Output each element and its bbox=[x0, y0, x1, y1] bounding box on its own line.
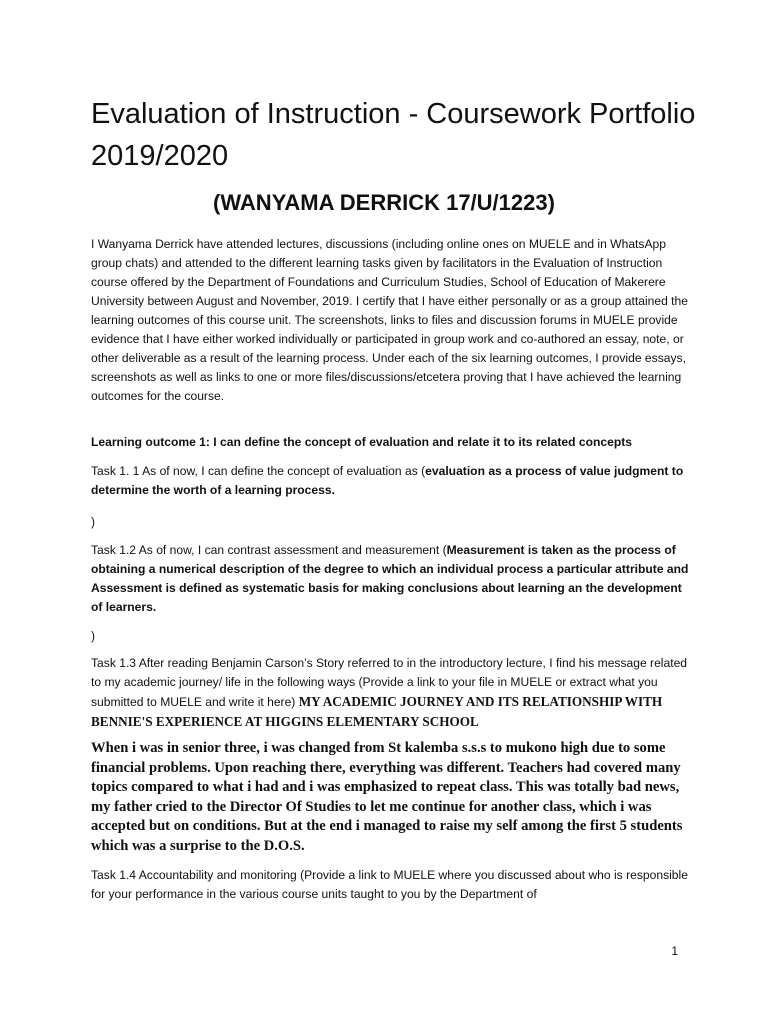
learning-outcome-1-heading: Learning outcome 1: I can define the concept of evaluation and relate it to its related concepts bbox=[91, 435, 632, 449]
task-1-2-paragraph bbox=[91, 541, 691, 617]
task-1-3-paragraph bbox=[91, 654, 691, 732]
page-number: 1 bbox=[671, 944, 678, 958]
task-1-1-paragraph bbox=[91, 462, 691, 500]
task-1-2-close: ) bbox=[91, 629, 96, 643]
task-1-3-story: When i was in senior three, i was changed from St kalemba s.s.s to mukono high due to some financial problems. Upon reaching there, everything was different. Teachers had covered many topics compared to what i had and i was emphasized to repeat class. This was totally bad news, my father cried to the Director Of Studies to let me continue for another class, which i was accepted but on conditions. But at the end i managed to raise my self among the first 5 students which was a surprise to the D.O.S. bbox=[91, 740, 683, 854]
task-1-1-answer: evaluation as a process of value judgment to determine the worth of a learning process. bbox=[91, 464, 684, 497]
page-title: Evaluation of Instruction - Coursework Portfolio 2019/2020 bbox=[91, 98, 696, 172]
task-1-2-prefix: Task 1.2 As of now, I can contrast assessment and measurement ( bbox=[91, 543, 447, 557]
task-1-3-heading: MY ACADEMIC JOURNEY AND ITS RELATIONSHIP WITH BENNIE'S EXPERIENCE AT HIGGINS ELEMENTARY SCHOOL bbox=[91, 694, 663, 729]
task-1-4-paragraph: Task 1.4 Accountability and monitoring (Provide a link to MUELE where you discussed about who is responsible for your performance in the various course units taught to you by the Department of bbox=[91, 868, 688, 901]
task-1-1-close: ) bbox=[91, 515, 96, 529]
task-1-3-prefix: Task 1.3 After reading Benjamin Carson’s Story referred to in the introductory lecture, I find his message related to my academic journey/ life in the following ways (Provide a link to your file in MUELE or extract what you submitted to MUELE and write it here) bbox=[91, 656, 688, 709]
task-1-1-prefix: Task 1. 1 As of now, I can define the concept of evaluation as ( bbox=[91, 464, 426, 478]
author-subtitle: (WANYAMA DERRICK 17/U/1223) bbox=[213, 190, 555, 215]
intro-paragraph: I Wanyama Derrick have attended lectures, discussions (including online ones on MUELE and in WhatsApp group chats) and attended to the different learning tasks given by facilitators in the Evaluation of Instruction course offered by the Department of Foundations and Curriculum Studies, School of Education of Makerere University between August and November, 2019. I certify that I have either personally or as a group attained the learning outcomes of this course unit. The screenshots, links to files and discussion forums in MUELE provide evidence that I have either worked individually or participated in group work and co-authored an essay, note, or other deliverable as a result of the learning process. Under each of the six learning outcomes, I provide essays, screenshots as well as links to one or more files/discussions/etcetera proving that I have achieved the learning outcomes for the course. bbox=[91, 237, 688, 403]
task-1-2-answer: Measurement is taken as the process of obtaining a numerical description of the degree to which an individual process a particular attribute and Assessment is defined as systematic basis for making conclusions about learning an the development of learners. bbox=[91, 543, 689, 614]
